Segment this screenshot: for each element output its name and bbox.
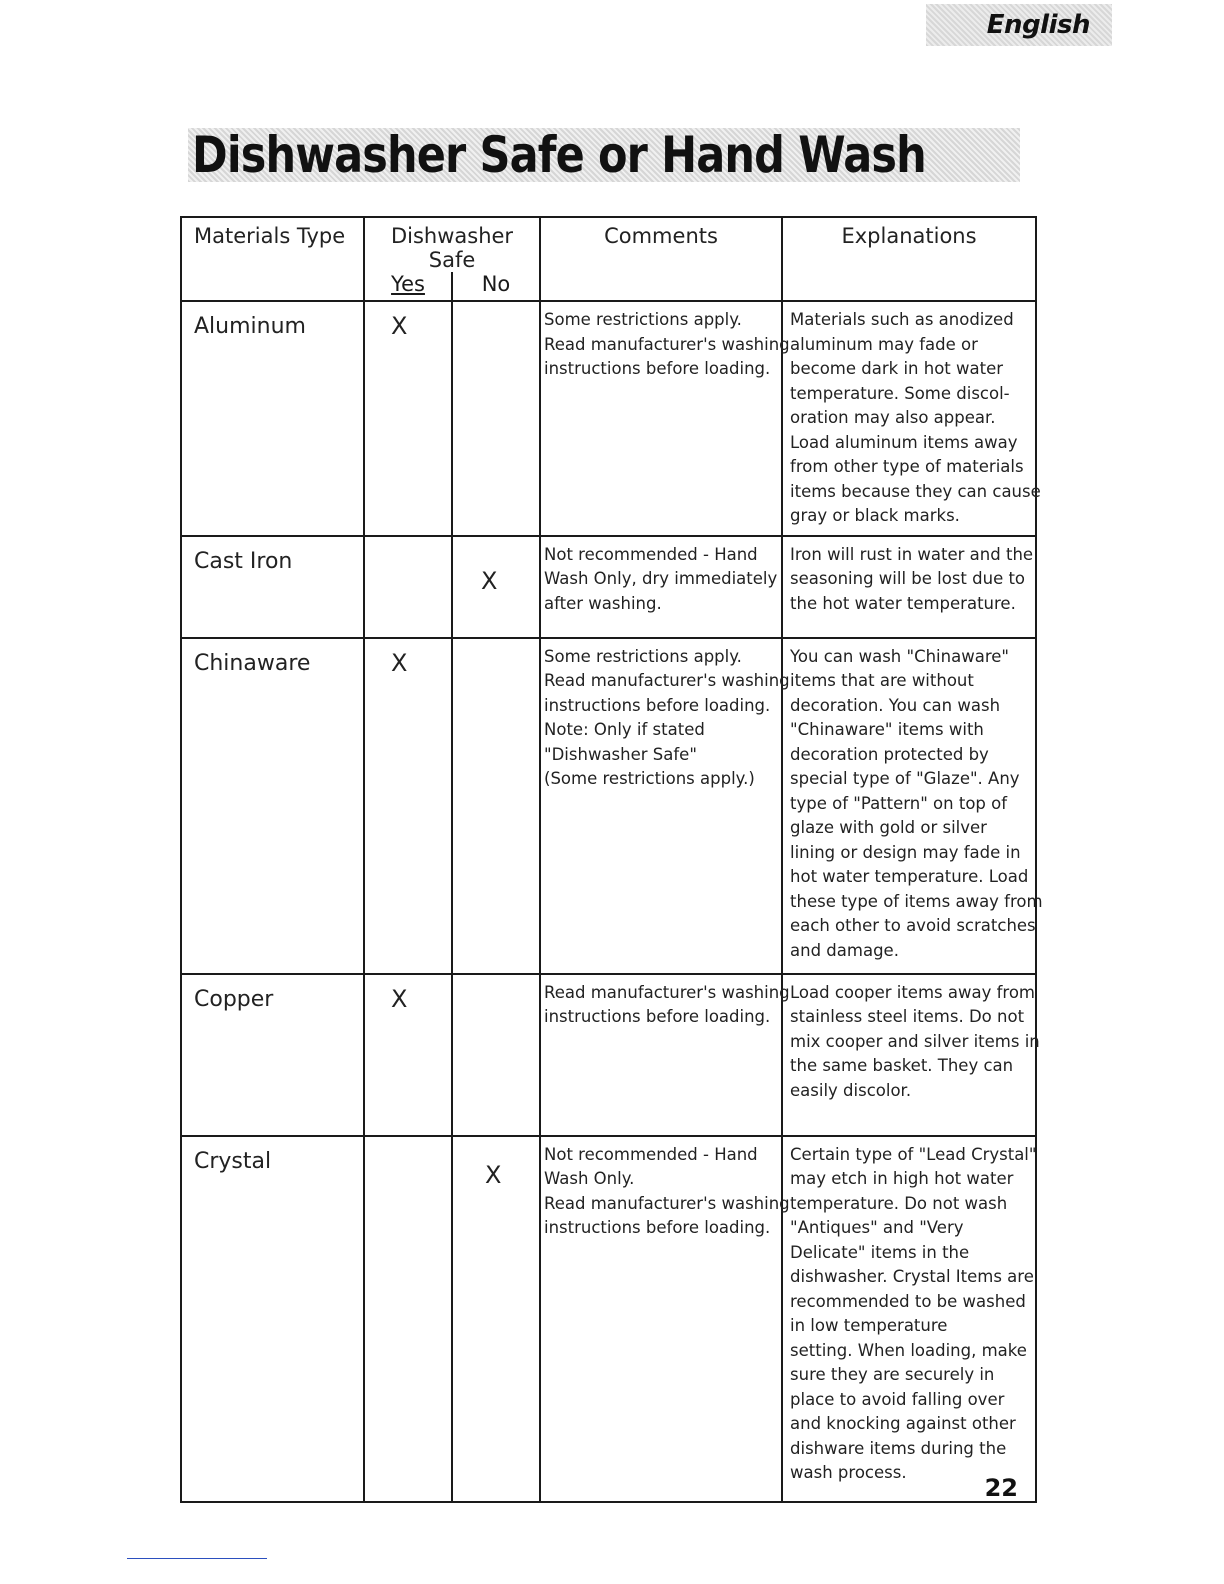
explanation-line: decoration. You can wash (790, 695, 1001, 715)
no-mark (452, 638, 540, 974)
explanation-line: recommended to be washed (790, 1291, 1026, 1311)
explanation-line: aluminum may fade or (790, 334, 978, 354)
table-row (181, 536, 1036, 638)
explanation-line: Delicate" items in the (790, 1242, 970, 1262)
explanations-cell (782, 536, 1036, 638)
explanation-line: decoration protected by (790, 744, 989, 764)
explanation-line: these type of items away from (790, 891, 1043, 911)
material-name: Aluminum (181, 301, 364, 536)
explanation-line: sure they are securely in (790, 1365, 995, 1384)
explanation-line: special type of "Glaze". Any (790, 769, 1020, 788)
yes-mark: X (364, 301, 452, 536)
material-name: Copper (181, 974, 364, 1136)
explanation-line: lining or design may fade in (790, 842, 1021, 862)
comment-line: instructions before loading. (544, 359, 771, 378)
explanation-line: Load aluminum items away (790, 432, 1018, 452)
material-name: Cast Iron (181, 536, 364, 638)
comments-cell (540, 1136, 790, 1502)
explanation-line: seasoning will be lost due to (790, 569, 1026, 588)
page-title-band (188, 128, 1020, 182)
explanation-line: and knocking against other (790, 1414, 1016, 1433)
comment-line: instructions before loading. (544, 1218, 771, 1237)
table-row (181, 638, 1036, 974)
comment-line: after washing. (544, 593, 662, 613)
comment-line: Read manufacturer's washing (544, 982, 790, 1002)
comment-line: Not recommended - Hand (544, 544, 758, 564)
comment-line: Wash Only. (544, 1169, 635, 1188)
explanations-cell (782, 638, 1043, 974)
explanation-line: temperature. Some discol- (790, 383, 1010, 403)
explanation-line: mix cooper and silver items in (790, 1031, 1040, 1051)
table-row (181, 1136, 1036, 1502)
yes-mark (364, 536, 452, 638)
comment-line: Some restrictions apply. (544, 646, 742, 666)
no-mark (452, 301, 540, 536)
header-yes (364, 272, 452, 301)
comment-line: Not recommended - Hand (544, 1144, 758, 1164)
explanation-line: items because they can cause (790, 481, 1041, 501)
explanation-line: hot water temperature. Load (790, 867, 1029, 886)
explanation-line: become dark in hot water (790, 359, 1004, 378)
comments-cell (540, 974, 790, 1136)
material-name: Chinaware (181, 638, 364, 974)
explanation-line: and damage. (790, 940, 899, 960)
material-name: Crystal (181, 1136, 364, 1502)
comment-line: "Dishwasher Safe" (544, 744, 697, 764)
yes-mark: X (364, 638, 452, 974)
explanation-line: setting. When loading, make (790, 1340, 1027, 1360)
no-mark (452, 974, 540, 1136)
footer-rule (127, 1558, 267, 1559)
language-badge (926, 4, 1112, 46)
yes-mark: X (364, 974, 452, 1136)
table-header-row (181, 217, 1036, 272)
explanations-cell (782, 1136, 1036, 1502)
explanation-line: stainless steel items. Do not (790, 1007, 1025, 1026)
comment-line: instructions before loading. (544, 695, 771, 715)
explanation-line: Materials such as anodized (790, 310, 1014, 329)
explanation-line: may etch in high hot water (790, 1169, 1014, 1188)
explanation-line: in low temperature (790, 1316, 948, 1335)
comment-line: Some restrictions apply. (544, 310, 742, 329)
explanation-line: dishwasher. Crystal Items are (790, 1267, 1034, 1286)
explanation-line: items that are without (790, 671, 974, 690)
explanation-line: Iron will rust in water and the (790, 544, 1034, 564)
explanation-line: easily discolor. (790, 1080, 912, 1100)
explanation-line: You can wash "Chinaware" (790, 646, 1009, 666)
comment-line: Note: Only if stated (544, 720, 705, 739)
explanations-cell (782, 301, 1041, 536)
comment-line: Read manufacturer's washing (544, 1193, 790, 1213)
yes-mark (364, 1136, 452, 1502)
explanation-line: from other type of materials (790, 457, 1024, 476)
explanation-line: glaze with gold or silver (790, 818, 987, 837)
header-dishwasher-safe: Dishwasher Safe (364, 217, 540, 272)
explanation-line: oration may also appear. (790, 408, 996, 427)
page-number: 22 (984, 1474, 1018, 1502)
explanation-line: "Chinaware" items with (790, 720, 984, 739)
header-materials-type: Materials Type (181, 217, 364, 301)
comments-cell (540, 536, 782, 638)
comment-line: Read manufacturer's washing (544, 671, 790, 690)
explanation-line: wash process. (790, 1463, 907, 1482)
table-row (181, 301, 1036, 536)
explanation-line: Certain type of "Lead Crystal" (790, 1144, 1037, 1164)
explanation-line: place to avoid falling over (790, 1389, 1005, 1409)
explanation-line: gray or black marks. (790, 506, 960, 525)
materials-table (180, 216, 1043, 1503)
explanation-line: type of "Pattern" on top of (790, 793, 1008, 813)
header-no: No (452, 272, 540, 301)
explanation-line: the hot water temperature. (790, 593, 1016, 613)
comments-cell (540, 301, 790, 536)
table-row (181, 974, 1036, 1136)
page-title: Dishwasher Safe or Hand Wash (192, 126, 926, 184)
header-yes-label: Yes (391, 272, 425, 296)
no-mark: X (452, 536, 540, 638)
no-mark: X (452, 1136, 540, 1502)
comments-cell (540, 638, 790, 974)
explanations-cell (782, 974, 1040, 1136)
comment-line: Wash Only, dry immediately (544, 569, 778, 588)
language-label: English (986, 10, 1090, 40)
explanation-line: "Antiques" and "Very (790, 1218, 964, 1237)
explanation-line: each other to avoid scratches (790, 916, 1036, 935)
header-comments: Comments (540, 217, 782, 301)
comment-line: instructions before loading. (544, 1007, 771, 1026)
explanation-line: temperature. Do not wash (790, 1193, 1008, 1213)
explanation-line: dishware items during the (790, 1438, 1007, 1458)
header-explanations: Explanations (782, 217, 1036, 301)
comment-line: Read manufacturer's washing (544, 334, 790, 354)
explanation-line: the same basket. They can (790, 1056, 1014, 1075)
explanation-line: Load cooper items away from (790, 982, 1036, 1002)
comment-line: (Some restrictions apply.) (544, 769, 755, 788)
